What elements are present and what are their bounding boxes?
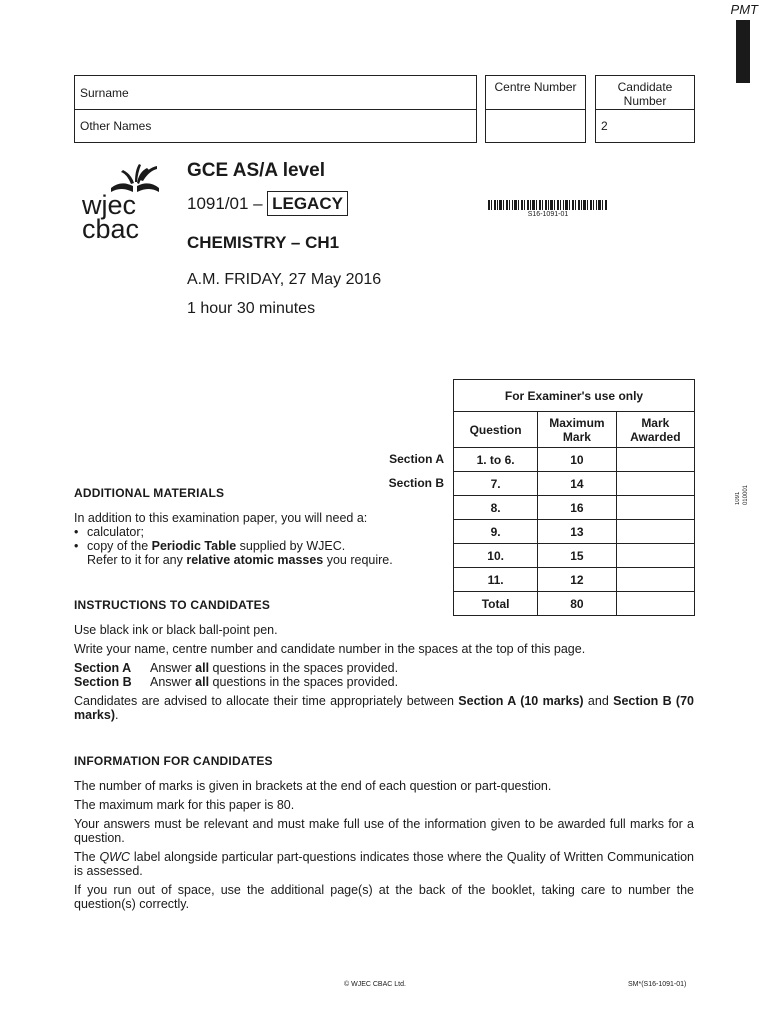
information-heading: INFORMATION FOR CANDIDATES — [74, 754, 273, 768]
paper-code-line — [187, 194, 348, 214]
exam-duration: 1 hour 30 minutes — [187, 300, 316, 317]
examiner-table — [453, 379, 695, 616]
candidate-number-value: 2 — [601, 119, 608, 133]
corner-bar — [736, 20, 750, 83]
paper-code: 1091/01 – — [187, 194, 263, 213]
corner-label: PMT — [730, 2, 758, 17]
section-b-label: Section B — [388, 476, 444, 490]
centre-number-header: Centre Number — [485, 75, 586, 110]
footer-copyright: © WJEC CBAC Ltd. — [344, 981, 406, 988]
mark-awarded-cell[interactable] — [616, 496, 694, 520]
mark-awarded-cell[interactable] — [616, 520, 694, 544]
subject-title: CHEMISTRY – CH1 — [187, 233, 340, 252]
book-icon — [109, 162, 161, 192]
centre-number-field[interactable] — [485, 109, 586, 143]
candidate-number-header: Candidate Number — [595, 75, 695, 110]
information-body: The number of marks is given in brackets at the end of each question or part-question. The maximum mark for this paper is 80. Your answers must be relevant and must make full use of the information given to be awarded full marks for a question. The QWC label alongside particular part-questions indicates those where the Quality of Written Communication is assessed. If you run out of space, use the additional page(s) at the back of the booklet, taking care to number the question(s) correctly. — [74, 779, 695, 911]
exam-date: A.M. FRIDAY, 27 May 2016 — [187, 271, 382, 288]
header-question: Question — [454, 412, 538, 448]
barcode-icon — [488, 200, 608, 210]
table-row: 8. 16 — [454, 496, 695, 520]
list-item: • copy of the Periodic Table supplied by WJEC. — [74, 539, 346, 553]
wjec-logo — [82, 162, 162, 242]
qualification-title: GCE AS/A level — [187, 160, 325, 181]
barcode-code: S16-1091-01 — [527, 211, 569, 218]
instructions-body: Use black ink or black ball-point pen. Write your name, centre number and candidate number in the spaces at the top of this page. Section A Answer all questions in the spaces provided. Section B Answer all questions in the spaces provided. Candidates are advised to allocate their time appropriately between Section A (10 marks) and Section B (70 marks). — [74, 623, 695, 722]
header-mark-awarded: Mark Awarded — [616, 412, 694, 448]
table-row-total: Total 80 — [454, 592, 695, 616]
header-maximum-mark: Maximum Mark — [538, 412, 616, 448]
list-item: • calculator; — [74, 525, 144, 539]
surname-label: Surname — [80, 85, 129, 100]
logo-line-cbac: cbac — [82, 214, 140, 244]
logo-line-wjec: wjec — [82, 190, 137, 220]
additional-materials-heading: ADDITIONAL MATERIALS — [74, 486, 225, 500]
other-names-label: Other Names — [80, 119, 152, 133]
side-code: 1091 010001 — [735, 485, 749, 506]
footer-code: SM*(S16-1091-01) — [628, 981, 687, 988]
examiner-table-title: For Examiner's use only — [454, 380, 695, 412]
table-row: 1. to 6. 10 — [454, 448, 695, 472]
other-names-field[interactable] — [74, 109, 477, 143]
table-row: 9. 13 — [454, 520, 695, 544]
table-row: 11. 12 — [454, 568, 695, 592]
mark-awarded-cell[interactable] — [616, 472, 694, 496]
surname-field[interactable] — [74, 75, 477, 110]
candidate-number-field[interactable] — [595, 109, 695, 143]
additional-materials-body: In addition to this examination paper, you will need a: • calculator; • copy of the Periodic Table supplied by WJEC. Refer to it for any relative atomic masses you require. — [74, 511, 434, 567]
legacy-badge: LEGACY — [267, 191, 348, 216]
section-a-label: Section A — [389, 452, 444, 466]
instructions-heading: INSTRUCTIONS TO CANDIDATES — [74, 598, 271, 612]
mark-awarded-cell[interactable] — [616, 544, 694, 568]
mark-awarded-cell[interactable] — [616, 448, 694, 472]
mark-awarded-cell[interactable] — [616, 568, 694, 592]
table-row: 7. 14 — [454, 472, 695, 496]
total-awarded-cell[interactable] — [616, 592, 694, 616]
table-row: 10. 15 — [454, 544, 695, 568]
